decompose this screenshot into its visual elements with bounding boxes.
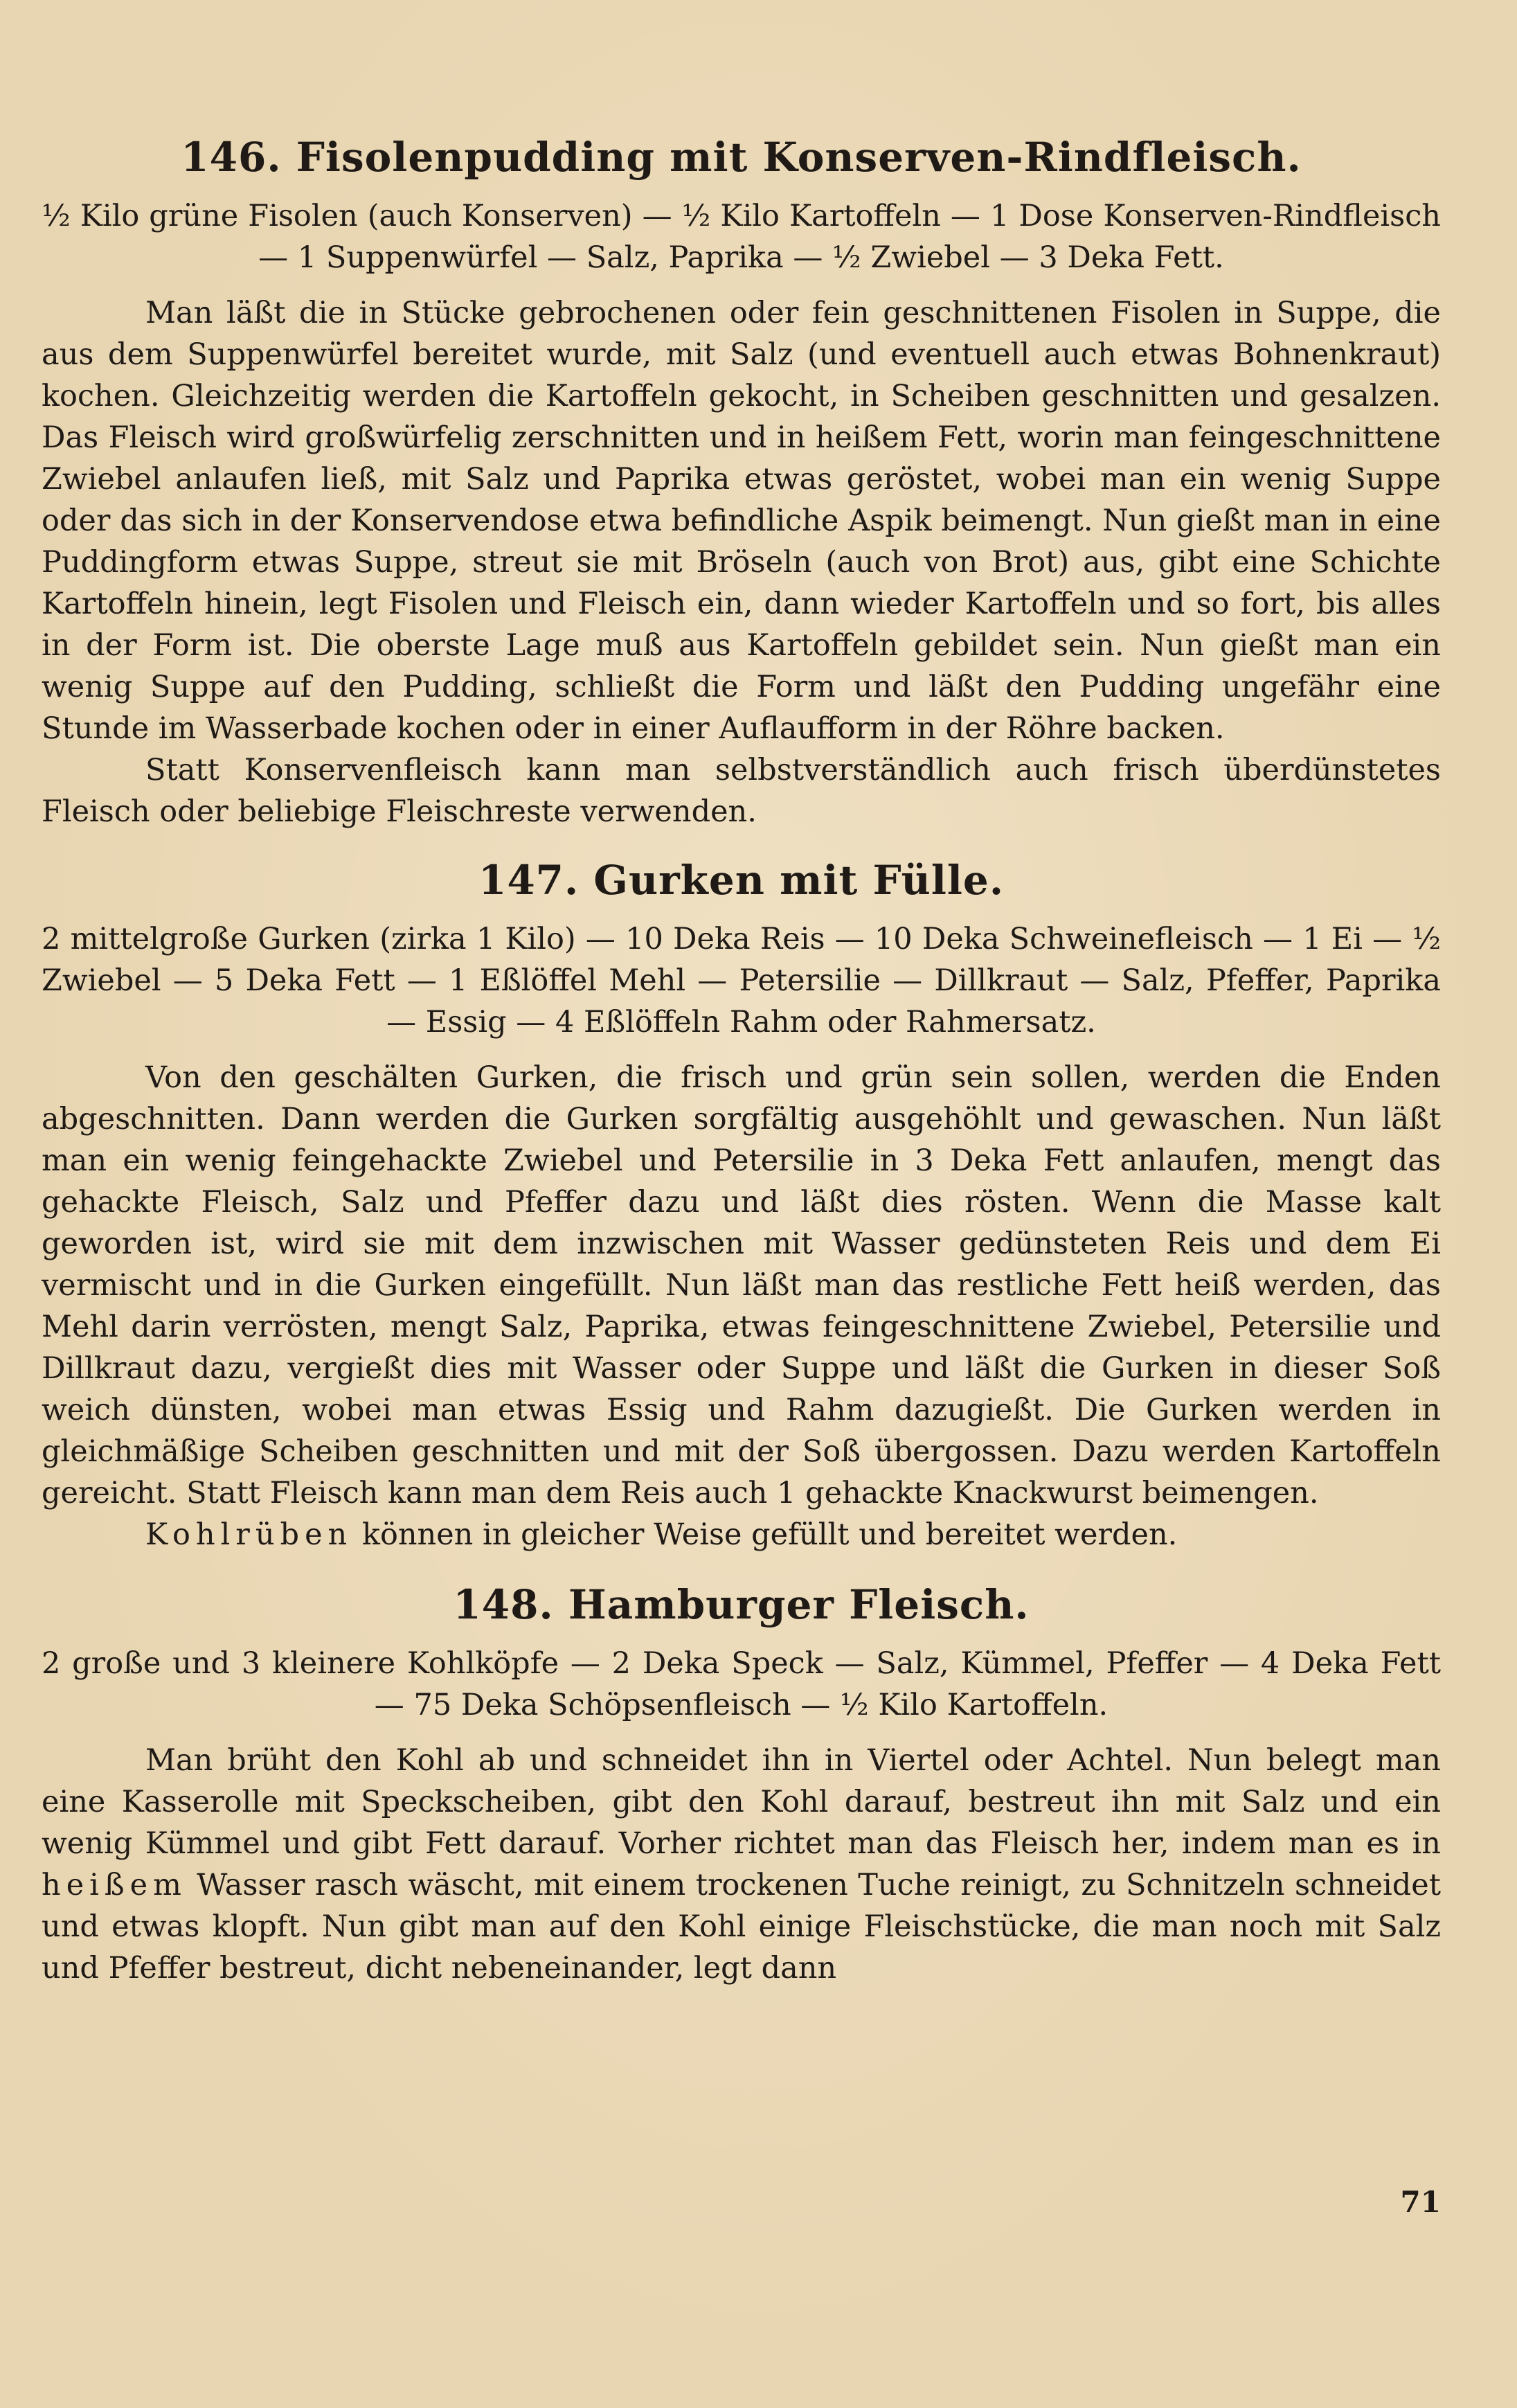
recipe-title: 147. Gurken mit Fülle. <box>478 857 1005 904</box>
variation-note-text: können in gleicher Weise gefüllt und bereitet werden. <box>352 1517 1178 1552</box>
instruction-paragraph <box>42 1740 1441 1989</box>
paragraph-text: Wasser rasch wäscht, mit einem trockenen Tuche reinigt, zu Schnitzeln schneidet und etwas klopft. Nun gibt man auf den Kohl einige Fleischstücke, die man noch mit Salz und Pfeffer bestreut, dicht nebeneinander, legt dann <box>42 1868 1441 1986</box>
recipe-title: 146. Fisolenpudding mit Konserven-Rindfleisch. <box>181 134 1302 181</box>
recipe-146 <box>42 132 1441 832</box>
emphasized-word: heißem <box>42 1868 187 1902</box>
instruction-paragraph: Statt Konservenfleisch kann man selbstverständlich auch frisch überdünstetes Fleisch oder beliebige Fleischreste verwenden. <box>42 753 1441 829</box>
paragraph-text: Man brüht den Kohl ab und schneidet ihn in Viertel oder Achtel. Nun belegt man eine Kasserolle mit Speckscheiben, gibt den Kohl darauf, bestreut ihn mit Salz und ein wenig Kümmel und gibt Fett darauf. Vorher richtet man das Fleisch her, indem man es in <box>42 1743 1441 1861</box>
recipe-148 <box>42 1579 1441 1989</box>
recipe-147 <box>42 855 1441 1555</box>
emphasized-word: Kohlrüben <box>145 1517 353 1552</box>
ingredients-list: 2 mittelgroße Gurken (zirka 1 Kilo) — 10 Deka Reis — 10 Deka Schweinefleisch — 1 Ei — ½ Zwiebel — 5 Deka Fett — 1 Eßlöffel Mehl — Petersilie — Dillkraut — Salz, Pfeffer, Paprika — Essig — 4 Eßlöffeln Rahm oder Rahmersatz. <box>42 922 1441 1040</box>
ingredients-list: ½ Kilo grüne Fisolen (auch Konserven) — ½ Kilo Kartoffeln — 1 Dose Konserven-Rindfleisch — 1 Suppenwürfel — Salz, Paprika — ½ Zwiebel — 3 Deka Fett. <box>42 199 1441 275</box>
variation-note <box>42 1514 1441 1555</box>
ingredients-list: 2 große und 3 kleinere Kohlköpfe — 2 Deka Speck — Salz, Kümmel, Pfeffer — 4 Deka Fett — 75 Deka Schöpsenfleisch — ½ Kilo Kartoffeln. <box>42 1646 1441 1722</box>
page-number: 71 <box>1400 2185 1441 2219</box>
instruction-paragraph: Man läßt die in Stücke gebrochenen oder fein geschnittenen Fisolen in Suppe, die aus dem Suppenwürfel bereitet wurde, mit Salz (und eventuell auch etwas Bohnenkraut) kochen. Gleichzeitig werden die Kartoffeln gekocht, in Scheiben geschnitten und gesalzen. Das Fleisch wird großwürfelig zerschnitten und in heißem Fett, worin man feingeschnittene Zwiebel anlaufen ließ, mit Salz und Paprika etwas geröstet, wobei man ein wenig Suppe oder das sich in der Konservendose etwa befindliche Aspik beimengt. Nun gießt man in eine Puddingform etwas Suppe, streut sie mit Bröseln (auch von Brot) aus, gibt eine Schichte Kartoffeln hinein, legt Fisolen und Fleisch ein, dann wieder Kartoffeln und so fort, bis alles in der Form ist. Die oberste Lage muß aus Kartoffeln gebildet sein. Nun gießt man ein wenig Suppe auf den Pudding, schließt die Form und läßt den Pudding ungefähr eine Stunde im Wasserbade kochen oder in einer Auflaufform in der Röhre backen. <box>42 296 1441 746</box>
instruction-paragraph: Von den geschälten Gurken, die frisch und grün sein sollen, werden die Enden abgeschnitten. Dann werden die Gurken sorgfältig ausgehöhlt und gewaschen. Nun läßt man ein wenig feingehackte Zwiebel und Petersilie in 3 Deka Fett anlaufen, mengt das gehackte Fleisch, Salz und Pfeffer dazu und läßt dies rösten. Wenn die Masse kalt geworden ist, wird sie mit dem inzwischen mit Wasser gedünsteten Reis und dem Ei vermischt und in die Gurken eingefüllt. Nun läßt man das restliche Fett heiß werden, das Mehl darin verrösten, mengt Salz, Paprika, etwas feingeschnittene Zwiebel, Petersilie und Dillkraut dazu, vergießt dies mit Wasser oder Suppe und läßt die Gurken in dieser Soß weich dünsten, wobei man etwas Essig und Rahm dazugießt. Die Gurken werden in gleichmäßige Scheiben geschnitten und mit der Soß übergossen. Dazu werden Kartoffeln gereicht. Statt Fleisch kann man dem Reis auch 1 gehackte Knackwurst beimengen. <box>42 1060 1441 1510</box>
recipe-title: 148. Hamburger Fleisch. <box>453 1581 1030 1628</box>
